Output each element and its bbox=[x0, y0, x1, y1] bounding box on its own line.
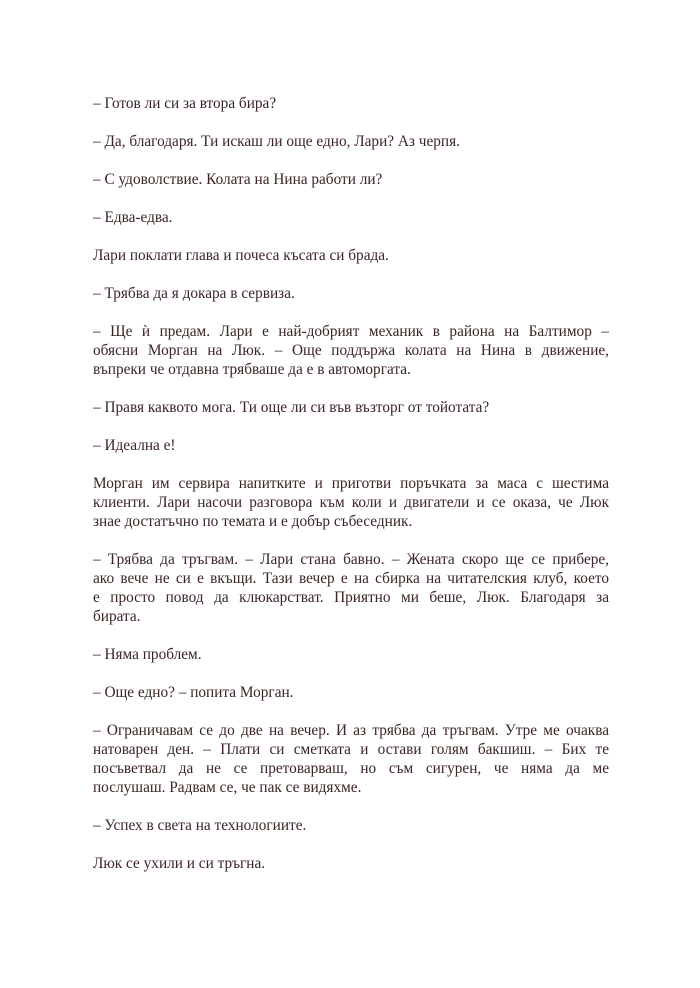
text-line: е просто повод да клюкарстват. Приятно ми беше, Люк. Благодаря за bbox=[93, 589, 609, 606]
paragraph bbox=[93, 94, 609, 113]
paragraph bbox=[93, 474, 609, 531]
paragraph bbox=[93, 322, 609, 379]
paragraph bbox=[93, 854, 609, 873]
paragraph bbox=[93, 284, 609, 303]
text-line: – Няма проблем. bbox=[93, 646, 202, 663]
text-line: – Да, благодаря. Ти искаш ли още едно, Лари? Аз черпя. bbox=[93, 133, 460, 150]
text-line: знае достатъчно по темата и е добър събеседник. bbox=[93, 513, 413, 530]
paragraph bbox=[93, 645, 609, 664]
text-line: – Идеална е! bbox=[93, 437, 176, 454]
text-line: натоварен ден. – Плати си сметката и остави голям бакшиш. – Бих те bbox=[93, 741, 609, 758]
text-line: ако вече не си е вкъщи. Тази вечер е на сбирка на читателския клуб, което bbox=[93, 570, 609, 587]
text-line: – Още едно? – попита Морган. bbox=[93, 684, 294, 701]
text-line: – Ще ѝ предам. Лари е най-добрият механик в района на Балтимор – bbox=[93, 323, 609, 340]
text-line: – Успех в света на технологиите. bbox=[93, 817, 307, 834]
paragraph bbox=[93, 816, 609, 835]
paragraph bbox=[93, 683, 609, 702]
paragraph bbox=[93, 170, 609, 189]
paragraph bbox=[93, 550, 609, 626]
text-line: – Ограничавам се до две на вечер. И аз трябва да тръгвам. Утре ме очаква bbox=[93, 722, 609, 739]
paragraph bbox=[93, 398, 609, 417]
text-line: обясни Морган на Люк. – Още поддържа колата на Нина в движение, bbox=[93, 342, 609, 359]
text-line: – Трябва да тръгвам. – Лари стана бавно. – Жената скоро ще се прибере, bbox=[93, 551, 609, 568]
text-line: – Правя каквото мога. Ти още ли си във възторг от тойотата? bbox=[93, 399, 490, 416]
text-line: Морган им сервира напитките и приготви поръчката за маса с шестима bbox=[93, 475, 609, 492]
text-line: – Трябва да я докара в сервиза. bbox=[93, 285, 295, 302]
paragraph bbox=[93, 132, 609, 151]
text-line: Люк се ухили и си тръгна. bbox=[93, 855, 266, 872]
text-line: – С удоволствие. Колата на Нина работи ли? bbox=[93, 171, 383, 188]
body-text bbox=[93, 94, 609, 892]
paragraph bbox=[93, 208, 609, 227]
text-line: послушаш. Радвам се, че пак се видяхме. bbox=[93, 779, 362, 796]
paragraph bbox=[93, 436, 609, 455]
text-line: бирата. bbox=[93, 608, 141, 625]
paragraph bbox=[93, 721, 609, 797]
text-line: въпреки че отдавна трябваше да е в автоморгата. bbox=[93, 361, 411, 378]
text-line: Лари поклати глава и почеса късата си брада. bbox=[93, 247, 389, 264]
paragraph bbox=[93, 246, 609, 265]
text-line: – Готов ли си за втора бира? bbox=[93, 95, 277, 112]
text-line: клиенти. Лари насочи разговора към коли и двигатели и се оказа, че Люк bbox=[93, 494, 609, 511]
text-line: – Едва-едва. bbox=[93, 209, 173, 226]
text-line: посъветвал да не се претоварваш, но съм сигурен, че няма да ме bbox=[93, 760, 609, 777]
